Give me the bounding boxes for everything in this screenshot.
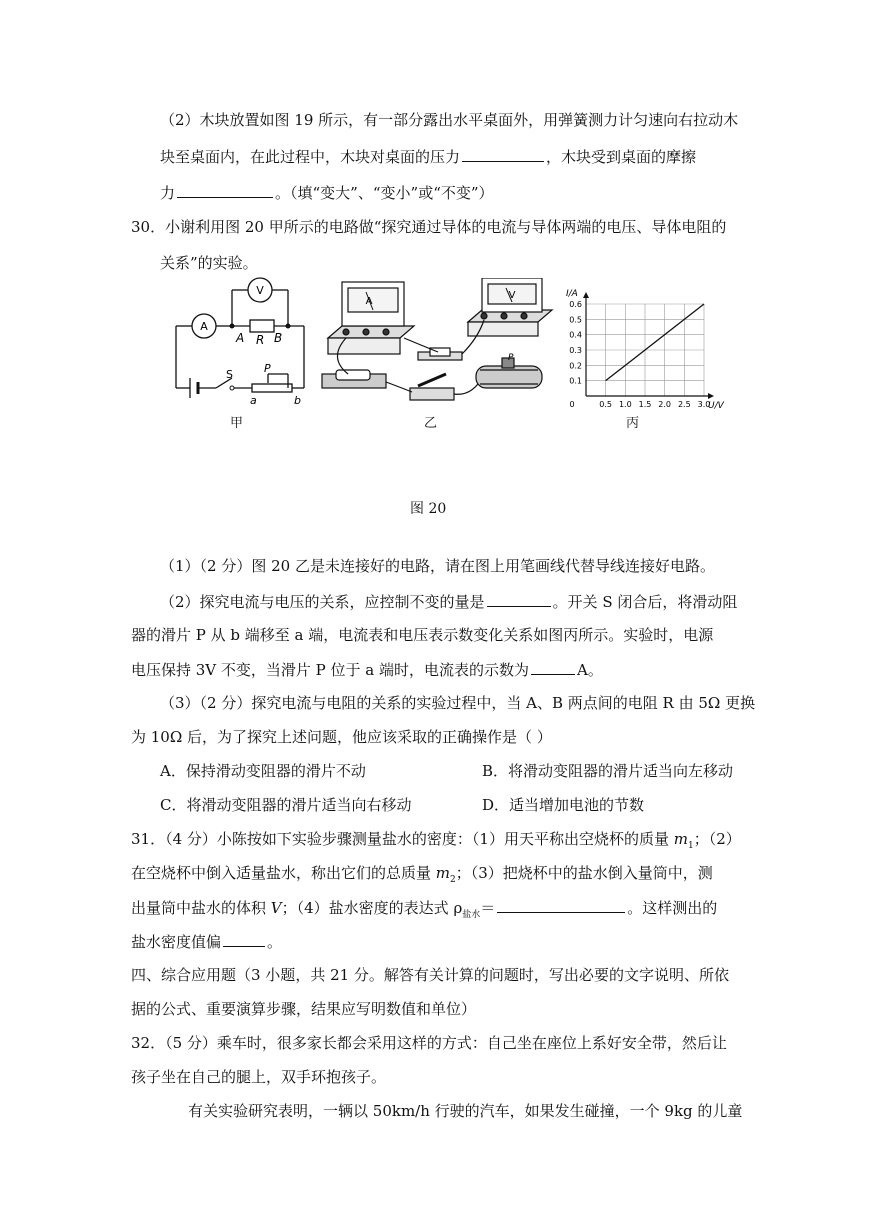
- answer-blank-bias[interactable]: [223, 931, 265, 947]
- q31-line4: [131, 931, 282, 952]
- chart-x-tick-label: 0.5: [599, 400, 613, 409]
- q30-stem-line2: 关系”的实验。: [160, 254, 258, 272]
- section4-heading-line1: 四、综合应用题（3 小题，共 21 分。解答有关计算的问题时，写出必要的文字说明、所依: [131, 966, 729, 984]
- q31-text: 在空烧杯中倒入适量盐水，称出它们的总质量: [131, 864, 436, 882]
- chart-y-tick-label: 0.1: [569, 376, 582, 386]
- figure-label-yi: 乙: [424, 416, 438, 431]
- resistor-r-label: R: [256, 333, 265, 347]
- q31-text: 。这样测出的: [627, 899, 718, 917]
- chart-y-tick-label: 0.6: [569, 300, 582, 309]
- q29-text: 力: [160, 184, 176, 202]
- answer-blank-pressure[interactable]: [462, 146, 544, 162]
- q30-text: 电压保持 3V 不变，当滑片 P 位于 a 端时，电流表的示数为: [131, 661, 530, 679]
- q31-text: ；（2）: [693, 830, 741, 848]
- q29-text: 块至桌面内，在此过程中，木块对桌面的压力: [160, 148, 461, 166]
- chart-x-tick-label: 0: [569, 400, 575, 409]
- symbol-m1-subscript: 1: [687, 841, 694, 851]
- apparatus-drawing-yi: [318, 278, 554, 410]
- chart-x-tick-label: 1.0: [618, 400, 632, 409]
- q30-part2-line2: 器的滑片 P 从 b 端移至 a 端，电流表和电压表示数变化关系如图丙所示。实验时，电源: [131, 626, 714, 644]
- q32-line2: 孩子坐在自己的腿上，双手环抱孩子。: [131, 1068, 387, 1086]
- q30-part2-line3: [131, 659, 603, 680]
- chart-x-tick-label: 2.0: [658, 400, 672, 409]
- q31-text: ＝: [480, 899, 496, 917]
- voltmeter-face-label: V: [508, 290, 516, 301]
- end-b-label: b: [294, 394, 301, 407]
- iu-chart-bing: [562, 284, 732, 414]
- chart-y-tick-label: 0.2: [569, 361, 582, 371]
- q30-part3-line2: 为 10Ω 后，为了探究上述问题，他应该采取的正确操作是（ ）: [131, 728, 552, 746]
- q30-text: A。: [577, 661, 603, 679]
- q30-stem-line1: 30．小谢利用图 20 甲所示的电路做“探究通过导体的电流与导体两端的电压、导体电阻的: [131, 218, 727, 236]
- answer-blank-density-expression[interactable]: [497, 897, 625, 913]
- q31-text: 出量筒中盐水的体积: [131, 899, 271, 917]
- symbol-m2-subscript: 2: [450, 875, 456, 885]
- q29-part2-line2: [160, 146, 696, 167]
- q32-line3: 有关实验研究表明，一辆以 50km/h 行驶的汽车，如果发生碰撞，一个 9kg 的儿童: [188, 1102, 743, 1120]
- answer-blank-controlled-variable[interactable]: [487, 591, 551, 607]
- q31-line3: [131, 897, 717, 925]
- option-b[interactable]: B．将滑动变阻器的滑片适当向左移动: [482, 762, 734, 780]
- point-a-label: A: [236, 331, 245, 345]
- chart-x-axis-label: U/V: [708, 401, 724, 411]
- switch-s-label: S: [226, 368, 233, 381]
- chart-x-axis-arrow: [708, 393, 714, 399]
- symbol-rho-subscript: 盐水: [462, 910, 481, 920]
- q29-text: ，木块受到桌面的摩擦: [546, 148, 697, 166]
- figure-label-jia: 甲: [230, 416, 244, 431]
- section4-heading-line2: 据的公式、重要演算步骤，结果应写明数值和单位）: [131, 1000, 477, 1018]
- q29-part2-line3: [160, 182, 494, 203]
- circuit-diagram-jia: [168, 270, 318, 410]
- chart-series-line: [606, 304, 704, 381]
- q31-text: 盐水密度值偏: [131, 933, 222, 951]
- chart-y-tick-label: 0.5: [569, 315, 582, 325]
- q32-line1: 32．（5 分）乘车时，很多家长都会采用这样的方式：自己坐在座位上系好安全带，然后让: [131, 1034, 727, 1052]
- chart-y-tick-label: 0.3: [569, 346, 582, 355]
- q29-part2-line1: （2）木块放置如图 19 所示，有一部分露出水平桌面外，用弹簧测力计匀速向右拉动木: [160, 111, 739, 129]
- q30-text: 。开关 S 闭合后，将滑动阻: [552, 593, 738, 611]
- q29-text: 。（填“变大”、“变小”或“不变”）: [275, 184, 494, 202]
- figure-label-bing: 丙: [626, 416, 640, 431]
- ammeter-symbol-label: A: [200, 320, 208, 333]
- q31-text: 31．（4 分）小陈按如下实验步骤测量盐水的密度：（1）用天平称出空烧杯的质量: [131, 830, 674, 848]
- answer-blank-friction[interactable]: [177, 182, 273, 198]
- chart-y-axis-label: I/A: [566, 289, 578, 299]
- symbol-m1: m: [673, 830, 688, 848]
- q31-line1: [131, 829, 741, 856]
- chart-x-tick-label: 2.5: [677, 400, 691, 409]
- symbol-v: V: [270, 899, 282, 917]
- chart-x-tick-label: 3.0: [697, 400, 711, 409]
- chart-x-tick-label: 1.5: [638, 400, 652, 409]
- option-c[interactable]: C．将滑动变阻器的滑片适当向右移动: [160, 796, 412, 814]
- rheostat-p-label: P: [508, 353, 514, 363]
- point-b-label: B: [274, 331, 283, 345]
- q30-part3-line1: （3）（2 分）探究电流与电阻的关系的实验过程中，当 A、B 两点间的电阻 R 由 5Ω 更换: [160, 694, 756, 712]
- q30-text: （2）探究电流与电压的关系，应控制不变的量是: [160, 593, 485, 611]
- q30-part2-line1: [160, 591, 737, 612]
- chart-y-tick-label: 0.4: [569, 330, 582, 340]
- voltmeter-symbol-label: V: [256, 284, 264, 297]
- q31-line2: [131, 863, 713, 890]
- ammeter-face-label: A: [365, 296, 373, 307]
- q30-part1: （1）（2 分）图 20 乙是未连接好的电路，请在图上用笔画线代替导线连接好电路。: [160, 557, 715, 575]
- q31-text: ；（4）盐水密度的表达式 ρ: [281, 899, 463, 917]
- q31-text: ；（3）把烧杯中的盐水倒入量筒中，测: [455, 864, 713, 882]
- end-a-label: a: [250, 394, 257, 407]
- option-a[interactable]: A．保持滑动变阻器的滑片不动: [160, 762, 366, 780]
- option-d[interactable]: D．适当增加电池的节数: [482, 796, 645, 814]
- figure-caption: 图 20: [410, 501, 447, 517]
- symbol-m2: m: [435, 864, 451, 882]
- q31-text: 。: [267, 933, 283, 951]
- chart-y-axis-arrow: [583, 292, 589, 298]
- answer-blank-current[interactable]: [531, 659, 575, 675]
- slider-p-label: P: [264, 362, 271, 375]
